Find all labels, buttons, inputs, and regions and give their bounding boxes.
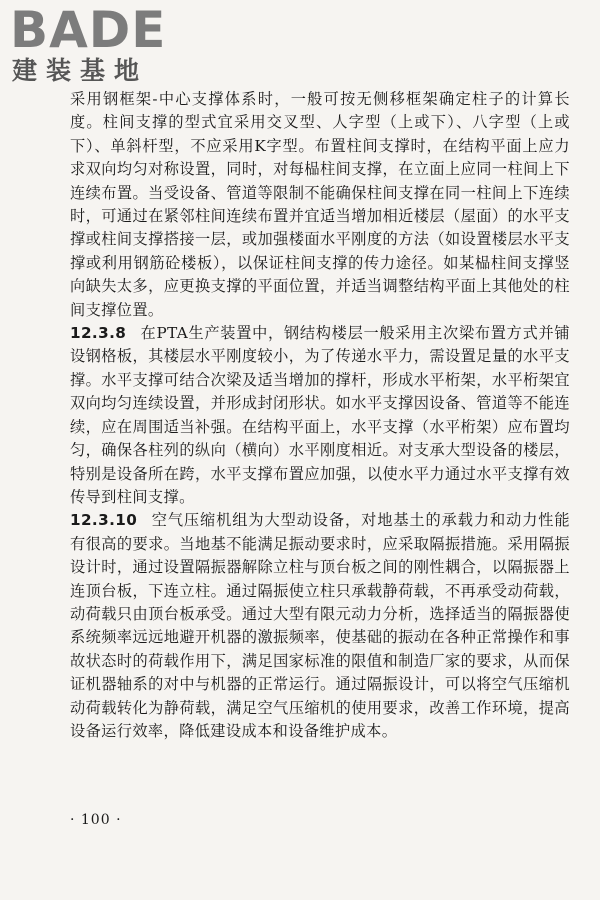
brand-logo: [10, 1, 180, 88]
page-number: · 100 ·: [70, 812, 122, 828]
clause-number: 12.3.10: [70, 511, 138, 530]
paragraph-clause-12-3-8: [70, 322, 570, 509]
clause-number: 12.3.8: [70, 324, 127, 343]
paragraph-text: 空气压缩机组为大型动设备，对地基土的承载力和动力性能有很高的要求。当地基不能满足振动要求时，应采取隔振措施。采用隔振设计时，通过设置隔振器解除立柱与顶台板之间的刚性耦合，以隔振器上连顶台板，下连立柱。通过隔振使立柱只承载静荷载，不再承受动荷载，动荷载只由顶台板承受。通过大型有限元动力分析，选择适当的隔振器使系统频率远远地避开机器的激振频率，使基础的振动在各种正常操作和事故状态时的荷载作用下，满足国家标准的限值和制造厂家的要求，从而保证机器轴系的对中与机器的正常运行。通过隔振设计，可以将空气压缩机动荷载转化为静荷载，满足空气压缩机的使用要求，改善工作环境，提高设备运行效率，降低建设成本和设备维护成本。: [70, 511, 570, 740]
document-body: [70, 88, 570, 743]
logo-wordmark: BADE: [10, 1, 167, 59]
paragraph-text: 采用钢框架-中心支撑体系时，一般可按无侧移框架确定柱子的计算长度。柱间支撑的型式宜采用交叉型、人字型（上或下）、八字型（上或下）、单斜杆型，不应采用K字型。布置柱间支撑时，在结构平面上应力求双向均匀对称设置，同时，对每榀柱间支撑，在立面上应同一柱间上下连续布置。当受设备、管道等限制不能确保柱间支撑在同一柱间上下连续时，可通过在紧邻柱间连续布置并宜适当增加相近楼层（屋面）的水平支撑或柱间支撑搭接一层，或加强楼面水平刚度的方法（如设置楼层水平支撑或利用钢筋砼楼板），以保证柱间支撑的传力途径。如某榀柱间支撑竖向缺失太多，应更换支撑的平面位置，并适当调整结构平面上其他处的柱间支撑位置。: [70, 90, 570, 319]
logo-subtitle: 建装基地: [12, 56, 149, 85]
paragraph-clause-12-3-10: [70, 509, 570, 743]
paragraph-intro: [70, 88, 570, 322]
paragraph-text: 在PTA生产装置中，钢结构楼层一般采用主次梁布置方式并铺设钢格板，其楼层水平刚度较小，为了传递水平力，需设置足量的水平支撑。水平支撑可结合次梁及适当增加的撑杆，形成水平桁架，水平桁架宜双向均匀连续设置，并形成封闭形状。如水平支撑因设备、管道等不能连续，应在周围适当补强。在结构平面上，水平支撑（水平桁架）应布置均匀，确保各柱列的纵向（横向）水平刚度相近。对支承大型设备的楼层，特别是设备所在跨，水平支撑布置应加强，以使水平力通过水平支撑有效传导到柱间支撑。: [70, 324, 570, 506]
